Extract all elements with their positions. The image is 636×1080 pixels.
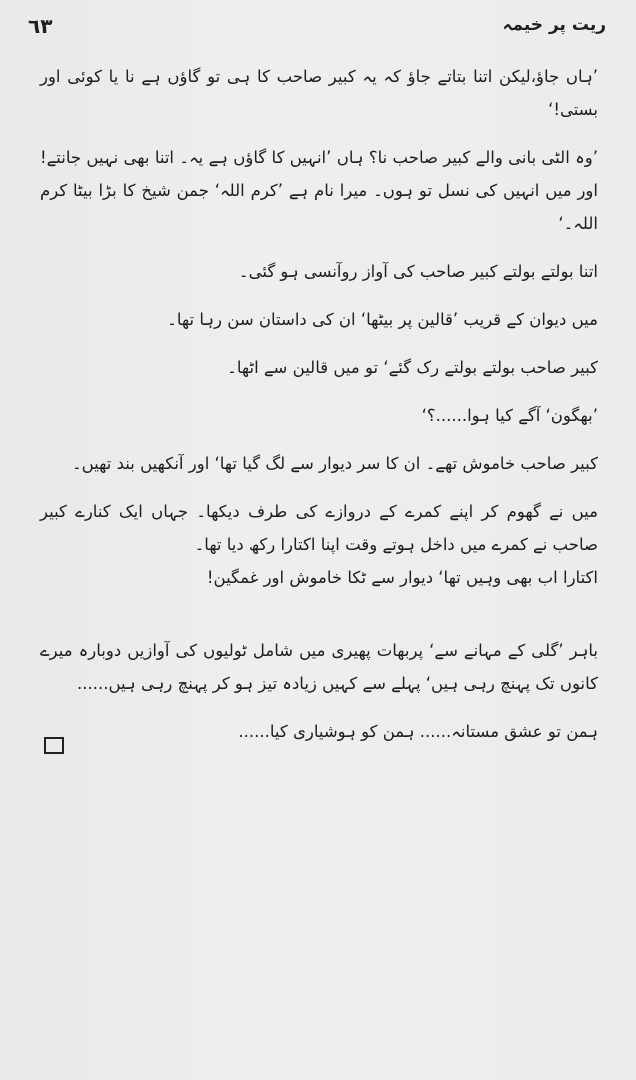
- paragraph: ’ہاں جاؤ،لیکن اتنا بتاتے جاؤ کہ یہ کبیر صاحب کا ہی تو گاؤں ہے نا یا کوئی اور بستی!‘: [40, 67, 598, 119]
- paragraph: باہر ’گلی کے مہانے سے‘ پربھات پھیری میں شامل ٹولیوں کی آوازیں دوبارہ میرے کانوں تک پہنچ رہی ہیں‘ پہلے سے کہیں زیادہ تیز ہو کر پہنچ رہی ہیں......: [40, 641, 598, 693]
- paragraph: ’بھگون‘ آگے کیا ہوا......؟‘: [421, 406, 598, 425]
- page-header: [28, 14, 606, 50]
- running-title: ریت پر خیمہ: [502, 15, 606, 35]
- paragraph: اکتارا اب بھی وہیں تھا‘ دیوار سے ٹکا خاموش اور غمگین!: [206, 568, 598, 587]
- paragraph: ہمن تو عشق مستانہ...... ہمن کو ہوشیاری کیا......: [238, 722, 598, 741]
- paragraph: میں نے گھوم کر اپنے کمرے کے دروازے کی طرف دیکھا۔ جہاں ایک کنارے کبیر صاحب نے کمرے میں داخل ہوتے وقت اپنا اکتارا رکھ دیا تھا۔: [40, 502, 598, 554]
- paragraph: ’وہ الٹی بانی والے کبیر صاحب نا؟ ہاں ’انہیں کا گاؤں ہے یہ۔ اتنا بھی نہیں جانتے! اور میں انہیں کی نسل تو ہوں۔ میرا نام ہے ’کرم اللہ‘ جمن شیخ کا بڑا بیٹا کرم اللہ۔‘: [40, 148, 598, 233]
- page-number: ٦٣: [28, 14, 53, 38]
- end-of-chapter-box: [44, 737, 64, 754]
- paragraph: میں دیوان کے قریب ’قالین پر بیٹھا‘ ان کی داستان سن رہا تھا۔: [167, 310, 598, 329]
- paragraph: اتنا بولتے بولتے کبیر صاحب کی آواز روآنسی ہو گئی۔: [238, 262, 598, 281]
- body-text: [40, 60, 598, 763]
- paragraph: کبیر صاحب بولتے بولتے رک گئے‘ تو میں قالین سے اٹھا۔: [227, 358, 598, 377]
- paragraph: کبیر صاحب خاموش تھے۔ ان کا سر دیوار سے لگ گیا تھا‘ اور آنکھیں بند تھیں۔: [71, 454, 598, 473]
